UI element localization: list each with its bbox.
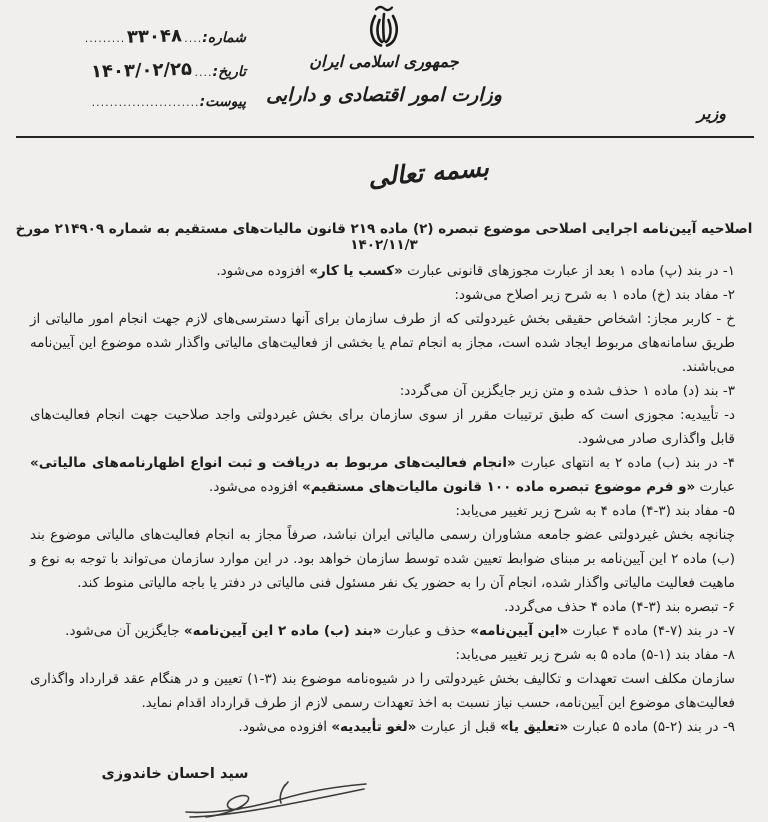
republic-title: جمهوری اسلامی ایران bbox=[309, 52, 459, 71]
amendment-item-7 bbox=[30, 619, 735, 643]
text-run: عبارت bbox=[695, 479, 735, 495]
text-run: ۴- در بند (ب) ماده ۲ به انتهای عبارت bbox=[515, 455, 735, 471]
attachment-label: پیوست: bbox=[199, 94, 246, 110]
definition-d: د- تأییدیه: مجوزی است که طبق ترتیبات مقرر از سوی سازمان برای بخش غیردولتی واجد صلاحیت جهت انجام فعالیت‌های قابل واگذاری صادر می‌شود. bbox=[30, 407, 735, 447]
text-run: ۱- در بند (پ) ماده ۱ بعد از عبارت مجوزهای قانونی عبارت bbox=[402, 263, 735, 279]
iran-emblem-icon bbox=[362, 3, 406, 55]
ministry-title: وزارت امور اقتصادی و دارایی bbox=[266, 84, 502, 106]
number-dots-inner: .... bbox=[184, 32, 203, 45]
amendment-item-4 bbox=[30, 451, 735, 499]
text-run: افزوده می‌شود. bbox=[216, 263, 310, 279]
bold-phrase: «انجام فعالیت‌های مربوط به دریافت و ثبت انواع اظهارنامه‌های مالیاتی» bbox=[30, 455, 516, 471]
signature-scrawl bbox=[182, 780, 372, 822]
letter-body bbox=[30, 259, 735, 739]
text-run: جایگزین آن می‌شود. bbox=[65, 623, 184, 639]
number-value-handwritten: ۳۳۰۴۸ bbox=[127, 25, 183, 48]
number-field-row bbox=[14, 26, 246, 47]
bold-phrase: «تعلیق یا» bbox=[500, 719, 569, 735]
text-run: ۷- در بند (۷-۴) ماده ۴ عبارت bbox=[568, 623, 735, 639]
text-run: افزوده می‌شود. bbox=[209, 479, 302, 495]
amendment-item-5-text: چنانچه بخش غیردولتی عضو جامعه مشاوران رسمی مالیاتی ایران نباشد، صرفاً مجاز به انجام فعالیت‌های مالیاتی موضوع بند (ب) ماده ۲ این آیین‌نامه بر مبنای ضوابط تعیین شده توسط سازمان خواهد بود. در این موارد سازمان می‌تواند با توجه به نوع و ماهیت فعالیت مالیاتی واگذار شده، انجام آن را به حضور یک نفر مسئول فنی مالیاتی در دفتر یا باجه مالیاتی منوط کند. bbox=[30, 527, 735, 591]
besmeleh-calligraphy: بسمه تعالی bbox=[366, 152, 490, 193]
bold-phrase: «بند (ب) ماده ۲ این آیین‌نامه» bbox=[183, 623, 382, 639]
definition-kh: خ - کاربر مجاز: اشخاص حقیقی بخش غیردولتی که از طرف سازمان برای آنها دسترسی‌های لازم جهت انجام امور مالیاتی از طریق سامانه‌های مربوط ایجاد شده است، مجاز به انجام تمام یا بخشی از فعالیت‌های مالیاتی واگذار شده موضوع این آیین‌نامه می‌باشند. bbox=[30, 311, 735, 375]
attachment-dots: ........................ bbox=[91, 96, 200, 109]
amendment-item-1 bbox=[30, 259, 735, 283]
amendment-item-5: ۵- مفاد بند (۳-۴) ماده ۴ به شرح زیر تغییر می‌یابد: bbox=[455, 503, 735, 519]
bold-phrase: «و فرم موضوع تبصره ماده ۱۰۰ قانون مالیات‌های مستقیم» bbox=[301, 479, 696, 495]
text-run: قبل از عبارت bbox=[416, 719, 501, 735]
bold-phrase: «کسب یا کار» bbox=[309, 263, 403, 279]
date-dots-inner: .... bbox=[194, 66, 213, 79]
amendment-item-3: ۳- بند (د) ماده ۱ حذف شده و متن زیر جایگزین آن می‌گردد: bbox=[399, 383, 735, 399]
letterhead-fields bbox=[14, 26, 246, 123]
header-divider bbox=[16, 136, 754, 138]
amendment-item-6: ۶- تبصره بند (۳-۴) ماده ۴ حذف می‌گردد. bbox=[504, 599, 735, 615]
amendment-item-2: ۲- مفاد بند (خ) ماده ۱ به شرح زیر اصلاح می‌شود: bbox=[454, 287, 735, 303]
number-dots-outer: ......... bbox=[84, 32, 126, 45]
text-run: افزوده می‌شود. bbox=[238, 719, 332, 735]
amendment-item-8: ۸- مفاد بند (۱-۵) ماده ۵ به شرح زیر تغییر می‌یابد: bbox=[455, 647, 735, 663]
amendment-item-8-text: سازمان مکلف است تعهدات و تکالیف بخش غیردولتی را در شیوه‌نامه موضوع بند (۳-۱) تعیین و در هنگام عقد قرارداد واگذاری فعالیت‌های موضوع این آیین‌نامه، حسب نیاز نسبت به اخذ تعهدات رسمی لازم از طرف قرارداد اقدام نماید. bbox=[30, 671, 735, 711]
amendment-item-9 bbox=[30, 715, 735, 739]
number-label: شماره: bbox=[202, 30, 246, 46]
date-label: تاریخ: bbox=[212, 64, 246, 80]
text-run: حذف و عبارت bbox=[381, 623, 471, 639]
bold-phrase: «این آیین‌نامه» bbox=[470, 623, 569, 639]
text-run: ۹- در بند (۲-۵) ماده ۵ عبارت bbox=[568, 719, 735, 735]
minister-title: وزیر bbox=[697, 104, 726, 123]
signatory-name: سید احسان خاندوزی bbox=[101, 766, 249, 782]
bold-phrase: «لغو تأییدیه» bbox=[331, 719, 417, 735]
date-value-handwritten: ۱۴۰۳/۰۲/۲۵ bbox=[91, 58, 193, 83]
document-title: اصلاحیه آیین‌نامه اجرایی اصلاحی موضوع تبصره (۲) ماده ۲۱۹ قانون مالیات‌های مستقیم به شماره ۲۱۴۹۰۹ مورخ ۱۴۰۲/۱۱/۳ bbox=[15, 221, 753, 253]
